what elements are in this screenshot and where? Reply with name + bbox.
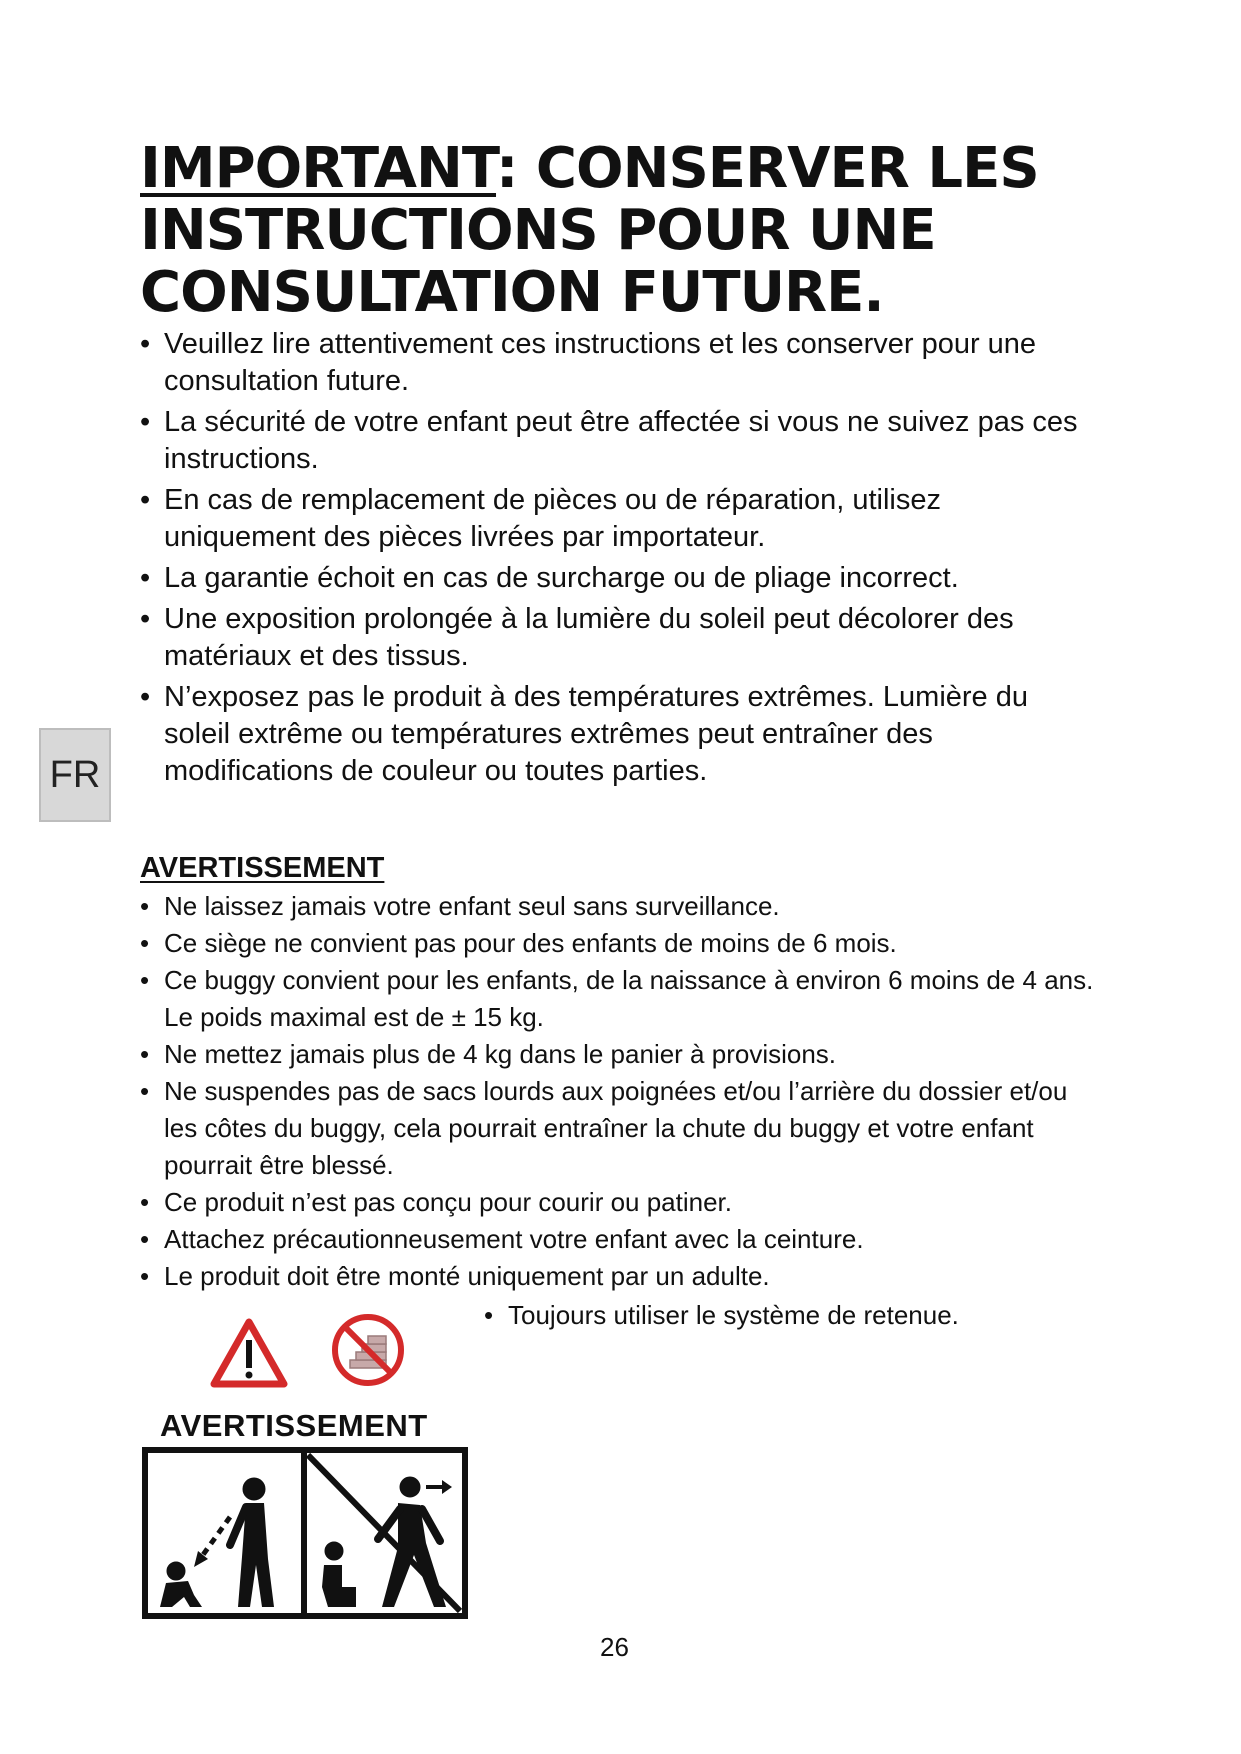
page-title	[140, 138, 1140, 324]
warnings-list	[140, 888, 1100, 1295]
instruction-item: • En cas de remplacement de pièces ou de réparation, utilisez uniquement des pièces livrées par importateur.	[140, 482, 1100, 556]
title-line3: CONSULTATION FUTURE.	[140, 260, 884, 325]
warning-item: • Ce buggy convient pour les enfants, de la naissance à environ 6 moins de 4 ans. Le poids maximal est de ± 15 kg.	[140, 962, 1100, 1036]
warning-triangle-icon	[208, 1316, 290, 1390]
warning-item: • Ne laissez jamais votre enfant seul sans surveillance.	[140, 888, 1100, 925]
title-line1-rest: : CONSERVER LES	[496, 136, 1039, 201]
instruction-item: • Une exposition prolongée à la lumière du soleil peut décolorer des matériaux et des tissus.	[140, 601, 1100, 675]
language-tab: FR	[39, 728, 111, 822]
instruction-item: • Veuillez lire attentivement ces instructions et les conserver pour une consultation future.	[140, 326, 1100, 400]
instruction-item: • N’exposez pas le produit à des températures extrêmes. Lumière du soleil extrême ou températures extrêmes peut entraîner des modifications de couleur ou toutes parties.	[140, 679, 1100, 790]
page-number: 26	[600, 1632, 629, 1662]
instruction-item: • La garantie échoit en cas de surcharge ou de pliage incorrect.	[140, 560, 1100, 597]
instructions-list	[140, 326, 1100, 794]
pictogram-label: AVERTISSEMENT	[160, 1408, 428, 1443]
title-important: IMPORTANT	[140, 136, 497, 201]
no-stairs-icon	[330, 1312, 406, 1388]
warning-heading: AVERTISSEMENT	[140, 852, 385, 884]
warning-item: • Le produit doit être monté uniquement par un adulte.	[140, 1258, 1100, 1295]
title-line2: INSTRUCTIONS POUR UNE	[140, 198, 936, 263]
extra-warning: • Toujours utiliser le système de retenue.	[484, 1298, 959, 1332]
warning-item: • Ce produit n’est pas conçu pour courir ou patiner.	[140, 1184, 1100, 1221]
warning-item: • Ne suspendes pas de sacs lourds aux poignées et/ou l’arrière du dossier et/ou les côtes du buggy, cela pourrait entraîner la chute du buggy et votre enfant pourrait être blessé.	[140, 1073, 1100, 1184]
warning-item: • Ce siège ne convient pas pour des enfants de moins de 6 mois.	[140, 925, 1100, 962]
pictogram-illustration	[142, 1447, 468, 1619]
warning-item: • Ne mettez jamais plus de 4 kg dans le panier à provisions.	[140, 1036, 1100, 1073]
instruction-item: • La sécurité de votre enfant peut être affectée si vous ne suivez pas ces instructions.	[140, 404, 1100, 478]
warning-item: • Attachez précautionneusement votre enfant avec la ceinture.	[140, 1221, 1100, 1258]
